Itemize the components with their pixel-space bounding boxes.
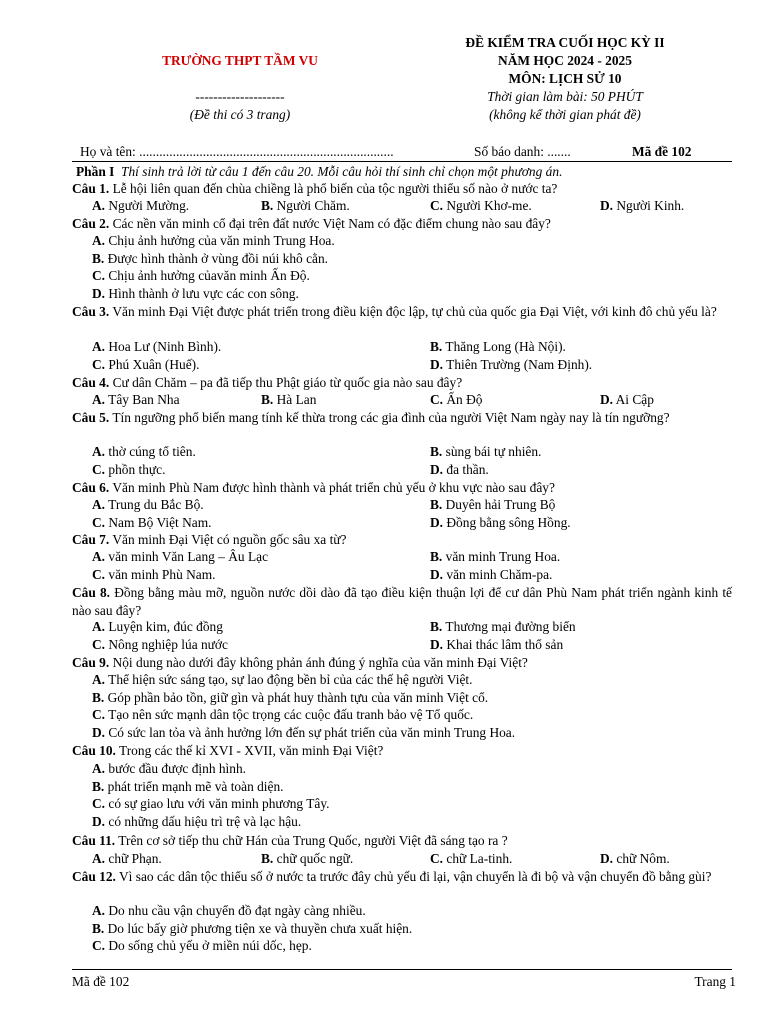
option-text: Tây Ban Nha — [105, 392, 180, 407]
option-text: Nông nghiệp lúa nước — [105, 636, 228, 652]
option-text: Thương mại đường biển — [442, 619, 576, 634]
option-letter: B. — [261, 851, 274, 866]
option-text: Người Kinh. — [613, 198, 685, 213]
option-text: Luyện kim, đúc đồng — [105, 619, 223, 634]
option-letter: B. — [92, 778, 105, 794]
option-text: Chịu ảnh hưởng của văn minh Trung Hoa. — [105, 233, 335, 248]
option-letter: A. — [92, 392, 106, 407]
question-label: Câu 6. — [72, 480, 110, 495]
option-letter: D. — [92, 285, 106, 301]
question-text: Văn minh Phù Nam được hình thành và phát triển chủ yếu ở khu vực nào sau đây? — [109, 480, 555, 495]
option-b — [430, 496, 555, 514]
question-3 — [72, 303, 732, 321]
option-c — [92, 267, 310, 285]
option-letter: C. — [92, 356, 106, 372]
option-text: Người Chăm. — [273, 198, 350, 213]
school-name: TRƯỜNG THPT TẦM VU — [162, 53, 318, 68]
question-label: Câu 10. — [72, 743, 116, 758]
option-letter: B. — [92, 920, 105, 936]
question-5 — [72, 409, 732, 427]
option-text: Người Mường. — [105, 198, 190, 213]
option-letter: B. — [430, 549, 443, 564]
option-d — [430, 356, 592, 374]
school-year: NĂM HỌC 2024 - 2025 — [498, 53, 632, 68]
question-text: Cư dân Chăm – pa đã tiếp thu Phật giáo từ quốc gia nào sau đây? — [109, 375, 463, 390]
option-letter: C. — [92, 938, 106, 954]
option-letter: B. — [261, 392, 274, 407]
pages-note: (Đề thi có 3 trang) — [189, 107, 291, 122]
question-1 — [72, 180, 732, 198]
question-7 — [72, 531, 732, 549]
question-text: Văn minh Đại Việt được phát triển trong điều kiện độc lập, tự chủ của quốc gia Đại Việt, với kinh đô chủ yếu là? — [109, 304, 717, 319]
question-text: Tín ngưỡng phổ biến mang tính kế thừa trong các gia đình của người Việt Nam ngày nay là tín ngưỡng? — [109, 410, 670, 425]
question-2 — [72, 215, 732, 233]
option-d — [92, 724, 515, 742]
option-d — [430, 514, 571, 532]
option-letter: A. — [92, 497, 106, 512]
question-label: Câu 12. — [72, 869, 116, 884]
option-text: Do sống chủ yếu ở miền núi dốc, hẹp. — [105, 938, 312, 954]
option-d — [430, 461, 489, 479]
header-dashes: -------------------- — [195, 89, 285, 104]
option-letter: B. — [92, 689, 105, 705]
option-letter: B. — [430, 444, 443, 459]
option-text: chữ quốc ngữ. — [273, 851, 354, 866]
option-letter: A. — [92, 444, 106, 459]
subject: MÔN: LỊCH SỬ 10 — [508, 71, 622, 86]
option-c — [92, 636, 228, 654]
question-label: Câu 5. — [72, 410, 110, 425]
option-text: Hà Lan — [273, 392, 317, 407]
question-text: Các nền văn minh cổ đại trên đất nước Việt Nam có đặc điểm chung nào sau đây? — [109, 216, 551, 231]
option-letter: D. — [92, 813, 106, 829]
question-label: Câu 4. — [72, 375, 110, 390]
question-10 — [72, 742, 732, 760]
option-text: phồn thực. — [105, 461, 166, 477]
option-b — [92, 778, 284, 796]
option-text: chữ La-tinh. — [443, 851, 513, 866]
option-letter: B. — [92, 250, 105, 266]
option-b — [430, 618, 576, 636]
question-8 — [72, 584, 732, 619]
option-text: Nam Bộ Việt Nam. — [105, 514, 212, 530]
option-c — [430, 197, 532, 215]
option-letter: D. — [600, 851, 614, 866]
question-text: Văn minh Đại Việt có nguồn gốc sâu xa từ? — [109, 532, 347, 547]
option-text: Trung du Bắc Bộ. — [105, 497, 204, 512]
option-letter: A. — [92, 549, 106, 564]
part-instruction: Thí sinh trả lời từ câu 1 đến câu 20. Mỗi câu hỏi thí sinh chỉ chọn một phương án. — [121, 164, 563, 179]
option-text: Ấn Độ — [443, 392, 483, 407]
option-letter: A. — [92, 339, 106, 354]
option-text: văn minh Trung Hoa. — [442, 549, 561, 564]
option-b — [92, 250, 328, 268]
sbd-field: Số báo danh: ....... — [474, 144, 571, 159]
option-text: thờ cúng tổ tiên. — [105, 444, 196, 459]
option-text: Do lúc bấy giờ phương tiện xe và thuyền chưa xuất hiện. — [104, 920, 413, 936]
question-text: Nội dung nào dưới đây không phản ánh đúng ý nghĩa của văn minh Đại Việt? — [109, 655, 528, 670]
option-text: có sự giao lưu với văn minh phương Tây. — [105, 796, 330, 812]
exam-title: ĐỀ KIỂM TRA CUỐI HỌC KỲ II — [465, 35, 665, 50]
option-text: văn minh Văn Lang – Âu Lạc — [105, 549, 269, 564]
option-letter: B. — [430, 339, 443, 354]
option-d — [600, 197, 684, 215]
time-note: (không kể thời gian phát đề) — [489, 107, 641, 122]
option-a — [92, 496, 204, 514]
option-d — [92, 813, 301, 831]
option-letter: C. — [92, 566, 106, 582]
option-text: Tạo nên sức mạnh dân tộc trọng các cuộc đấu tranh bảo vệ Tổ quốc. — [105, 707, 474, 723]
header-divider — [72, 161, 732, 162]
option-letter: C. — [92, 796, 106, 812]
option-text: chữ Nôm. — [613, 851, 670, 866]
option-letter: D. — [430, 356, 444, 372]
option-c — [92, 461, 165, 479]
option-letter: A. — [92, 672, 106, 687]
option-text: chữ Phạn. — [105, 851, 162, 866]
question-label: Câu 8. — [72, 585, 111, 600]
question-text: Trên cơ sở tiếp thu chữ Hán của Trung Quốc, người Việt đã sáng tạo ra ? — [115, 833, 508, 848]
option-letter: A. — [92, 851, 106, 866]
option-b — [92, 689, 488, 707]
option-text: Người Khơ-me. — [443, 198, 532, 213]
option-text: Phú Xuân (Huế). — [105, 356, 200, 372]
question-label: Câu 3. — [72, 304, 110, 319]
option-b — [430, 548, 560, 566]
option-letter: D. — [92, 724, 106, 740]
question-6 — [72, 479, 732, 497]
option-letter: A. — [92, 233, 106, 248]
option-a — [92, 671, 472, 689]
option-text: Có sức lan tỏa và ảnh hưởng lớn đến sự phát triển của văn minh Trung Hoa. — [105, 724, 516, 740]
option-d — [92, 285, 299, 303]
name-field: Họ và tên: ............................................................................ — [80, 144, 394, 159]
option-text: phát triển mạnh mẽ và toàn diện. — [104, 778, 284, 794]
option-text: văn minh Phù Nam. — [105, 566, 216, 582]
page-number: Trang 1 — [694, 974, 736, 989]
option-text: Thăng Long (Hà Nội). — [442, 339, 566, 354]
question-label: Câu 9. — [72, 655, 110, 670]
option-text: Hình thành ở lưu vực các con sông. — [105, 285, 299, 301]
option-letter: A. — [92, 761, 106, 776]
option-text: sùng bái tự nhiên. — [442, 444, 542, 459]
option-letter: C. — [430, 851, 444, 866]
option-letter: C. — [430, 198, 444, 213]
option-letter: A. — [92, 903, 106, 918]
exam-time: Thời gian làm bài: 50 PHÚT — [487, 89, 643, 104]
option-c — [430, 850, 512, 868]
option-b — [261, 391, 316, 409]
option-letter: D. — [430, 514, 444, 530]
option-text: Thiên Trường (Nam Định). — [443, 356, 593, 372]
option-d — [430, 566, 552, 584]
option-letter: C. — [92, 514, 106, 530]
option-c — [92, 566, 216, 584]
exam-code: Mã đề 102 — [632, 144, 692, 159]
option-a — [92, 232, 335, 250]
option-c — [430, 391, 482, 409]
question-4 — [72, 374, 732, 392]
option-a — [92, 618, 223, 636]
option-text: Góp phần bảo tồn, giữ gìn và phát huy thành tựu của văn minh Việt cổ. — [104, 689, 489, 705]
option-letter: D. — [430, 461, 444, 477]
option-letter: A. — [92, 198, 106, 213]
option-d — [600, 850, 670, 868]
option-text: Hoa Lư (Ninh Bình). — [105, 339, 222, 354]
question-text: Lễ hội liên quan đến chùa chiềng là phổ biến của tộc người thiểu số nào ở nước ta? — [109, 181, 558, 196]
option-letter: C. — [430, 392, 444, 407]
option-b — [261, 197, 350, 215]
option-c — [92, 706, 473, 724]
question-text: Trong các thế kỉ XVI - XVII, văn minh Đại Việt? — [115, 743, 384, 758]
option-letter: A. — [92, 619, 106, 634]
option-letter: D. — [600, 392, 614, 407]
question-label: Câu 7. — [72, 532, 110, 547]
option-text: Khai thác lâm thổ sản — [443, 636, 564, 652]
option-text: đa thần. — [443, 461, 489, 477]
option-b — [261, 850, 353, 868]
option-d — [430, 636, 563, 654]
option-text: Đồng bằng sông Hồng. — [443, 514, 571, 530]
option-c — [92, 795, 330, 813]
option-letter: C. — [92, 707, 106, 723]
option-a — [92, 391, 180, 409]
option-b — [430, 443, 541, 461]
option-a — [92, 443, 196, 461]
option-a — [92, 850, 162, 868]
question-label: Câu 1. — [72, 181, 110, 196]
option-b — [430, 338, 566, 356]
option-letter: D. — [430, 636, 444, 652]
option-text: Do nhu cầu vận chuyển đồ đạt ngày càng nhiều. — [105, 903, 366, 918]
footer-divider — [72, 969, 732, 970]
option-a — [92, 197, 189, 215]
question-text: Đồng bằng màu mỡ, nguồn nước dồi dào đã tạo điều kiện thuận lợi để cư dân Phù Nam phát triển ngành kinh tế nào sau đây? — [72, 585, 732, 618]
option-letter: D. — [600, 198, 614, 213]
option-text: Duyên hải Trung Bộ — [442, 497, 556, 512]
option-c — [92, 937, 312, 955]
option-a — [92, 548, 268, 566]
option-text: Ai Cập — [613, 392, 654, 407]
option-letter: D. — [430, 566, 444, 582]
option-d — [600, 391, 654, 409]
footer-code: Mã đề 102 — [72, 974, 130, 989]
option-a — [92, 760, 246, 778]
option-letter: B. — [430, 619, 443, 634]
question-9 — [72, 654, 732, 672]
option-b — [92, 920, 412, 938]
question-11 — [72, 832, 732, 850]
option-text: có những dấu hiệu trì trệ và lạc hậu. — [105, 813, 302, 829]
option-text: Được hình thành ở vùng đồi núi khô cằn. — [104, 250, 329, 266]
option-letter: C. — [92, 636, 106, 652]
part-heading — [76, 163, 562, 181]
question-12 — [72, 868, 732, 886]
option-c — [92, 356, 200, 374]
question-text: Vì sao các dân tộc thiểu số ở nước ta trước đây chủ yếu đi lại, vận chuyển là đi bộ và vận chuyển đồ bằng gùi? — [115, 869, 712, 884]
part-label: Phần I — [76, 164, 115, 179]
option-letter: C. — [92, 461, 106, 477]
option-letter: C. — [92, 268, 106, 284]
option-letter: B. — [430, 497, 443, 512]
question-label: Câu 11. — [72, 833, 116, 848]
option-text: văn minh Chăm-pa. — [443, 566, 553, 582]
option-text: bước đầu được định hình. — [105, 761, 247, 776]
question-label: Câu 2. — [72, 216, 110, 231]
option-text: Chịu ảnh hưởng củavăn minh Ấn Độ. — [105, 268, 310, 284]
option-text: Thể hiện sức sáng tạo, sự lao động bền bỉ của các thế hệ người Việt. — [105, 672, 473, 687]
option-c — [92, 514, 211, 532]
option-letter: B. — [261, 198, 274, 213]
option-a — [92, 902, 366, 920]
option-a — [92, 338, 221, 356]
